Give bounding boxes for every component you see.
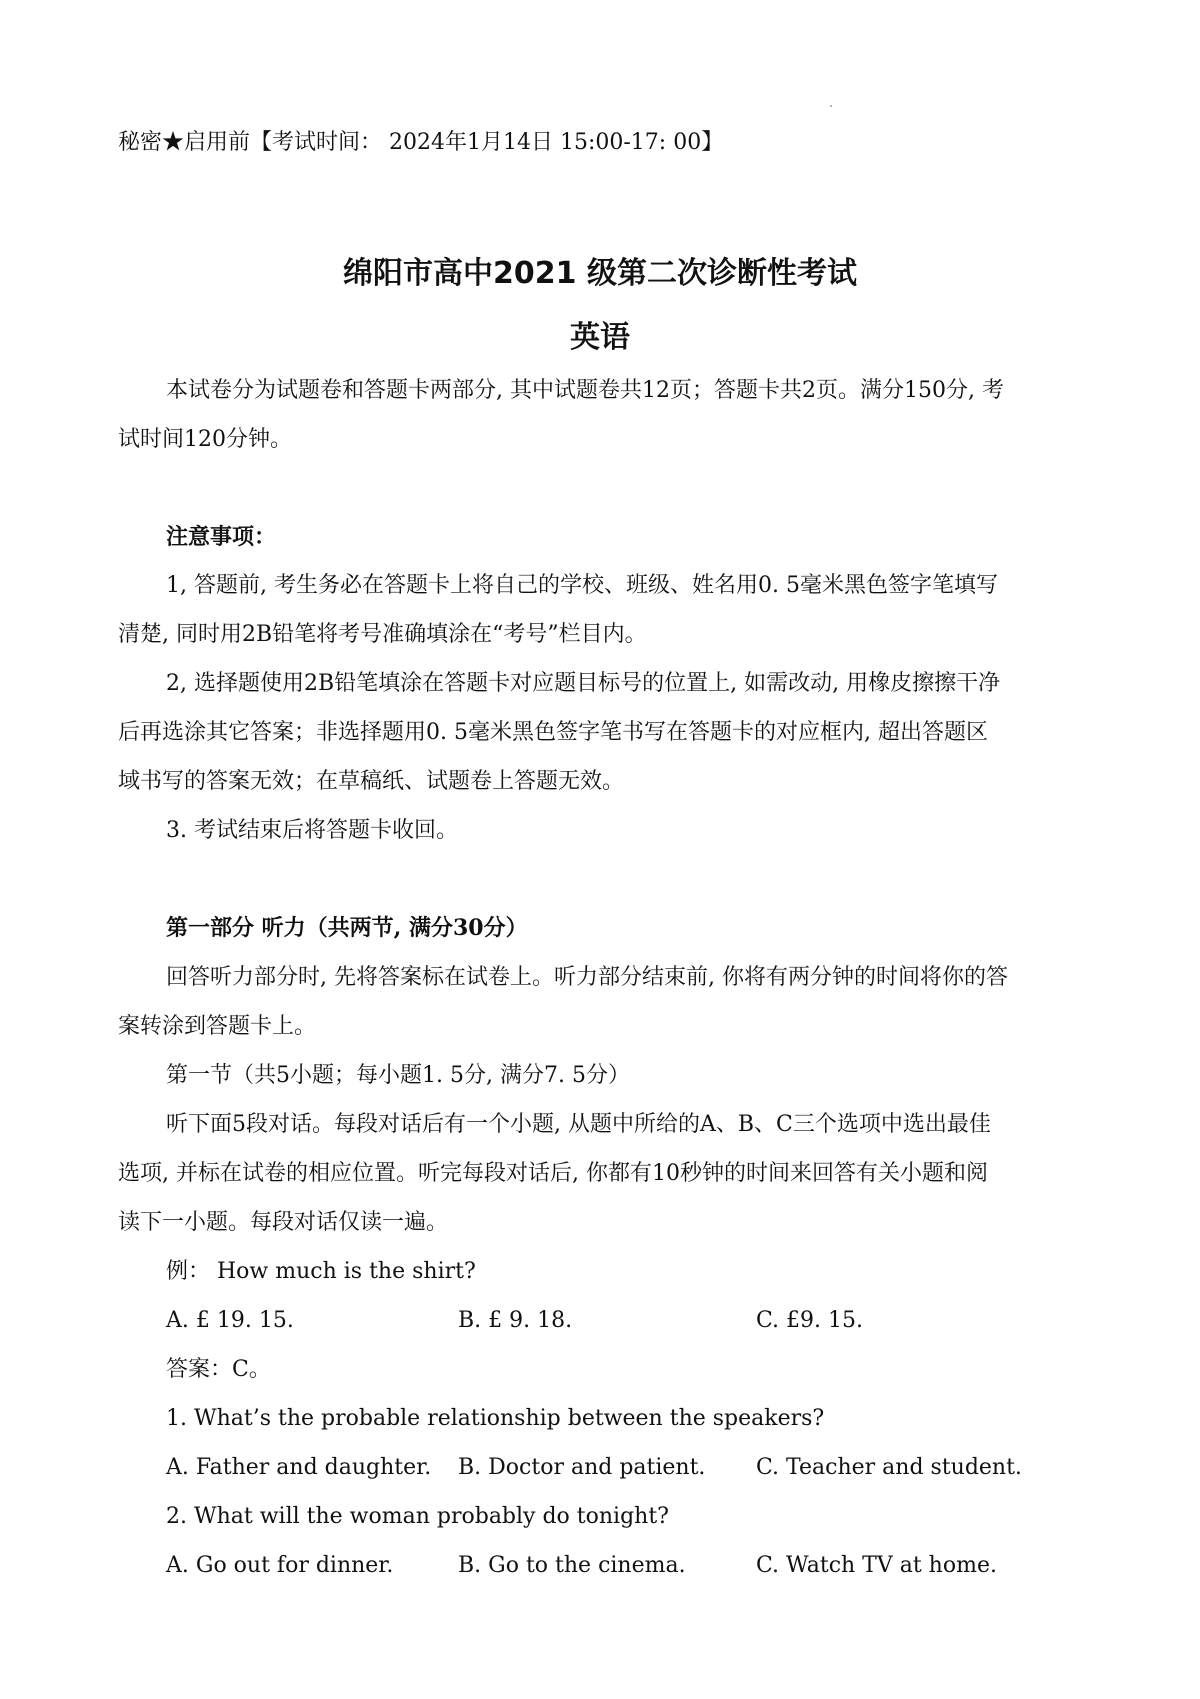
note-1-line-2: 清楚, 同时用2B铅笔将考号准确填涂在“考号”栏目内。 <box>118 622 647 647</box>
exam-title: 绵阳市高中2021 级第二次诊断性考试 <box>343 256 857 291</box>
part1-desc-line-2: 案转涂到答题卡上。 <box>118 1014 317 1039</box>
section1-instr-line-2: 选项, 并标在试卷的相应位置。听完每段对话后, 你都有10秒钟的时间来回答有关小题和阅 <box>118 1161 988 1186</box>
question-1: 1. What’s the probable relationship between the speakers? <box>166 1406 825 1431</box>
subject-title: 英语 <box>570 320 630 355</box>
note-2-line-1: 2, 选择题使用2B铅笔填涂在答题卡对应题目标号的位置上, 如需改动, 用橡皮擦擦干净 <box>166 671 1001 696</box>
intro-line-1: 本试卷分为试题卷和答题卡两部分, 其中试题卷共12页；答题卡共2页。满分150分, 考 <box>166 378 1004 403</box>
question-1-option-c: C. Teacher and student. <box>756 1455 1022 1480</box>
example-answer: 答案：C。 <box>166 1357 271 1382</box>
part1-desc-line-1: 回答听力部分时, 先将答案标在试卷上。听力部分结束前, 你将有两分钟的时间将你的答 <box>166 965 1008 990</box>
example-option-c: C. £9. 15. <box>756 1308 864 1333</box>
question-2: 2. What will the woman probably do tonight? <box>166 1504 669 1529</box>
note-2-line-3: 域书写的答案无效；在草稿纸、试题卷上答题无效。 <box>118 769 625 794</box>
question-1-option-a: A. Father and daughter. <box>166 1455 432 1480</box>
question-1-option-b: B. Doctor and patient. <box>458 1455 706 1480</box>
example-option-a: A. £ 19. 15. <box>166 1308 294 1333</box>
example-option-b: B. £ 9. 18. <box>458 1308 573 1333</box>
part1-heading: 第一部分 听力（共两节, 满分30分） <box>166 915 528 941</box>
confidential-header: 秘密★启用前【考试时间： 2024年1月14日 15:00-17: 00】 <box>118 130 724 155</box>
note-3: 3. 考试结束后将答题卡收回。 <box>166 818 458 843</box>
section1-instr-line-3: 读下一小题。每段对话仅读一遍。 <box>118 1210 449 1235</box>
question-2-option-c: C. Watch TV at home. <box>756 1553 997 1578</box>
question-2-option-b: B. Go to the cinema. <box>458 1553 686 1578</box>
note-2-line-2: 后再选涂其它答案；非选择题用0. 5毫米黑色签字笔书写在答题卡的对应框内, 超出答题区 <box>118 720 988 745</box>
notes-heading: 注意事项： <box>166 524 277 550</box>
scan-speck <box>830 105 832 107</box>
intro-line-2: 试时间120分钟。 <box>118 427 292 452</box>
note-1-line-1: 1, 答题前, 考生务必在答题卡上将自己的学校、班级、姓名用0. 5毫米黑色签字笔填写 <box>166 573 998 598</box>
section1-instr-line-1: 听下面5段对话。每段对话后有一个小题, 从题中所给的A、B、C三个选项中选出最佳 <box>166 1112 991 1137</box>
example-question: 例： How much is the shirt? <box>166 1259 476 1284</box>
section1-heading: 第一节（共5小题；每小题1. 5分, 满分7. 5分） <box>166 1063 630 1088</box>
question-2-option-a: A. Go out for dinner. <box>166 1553 394 1578</box>
